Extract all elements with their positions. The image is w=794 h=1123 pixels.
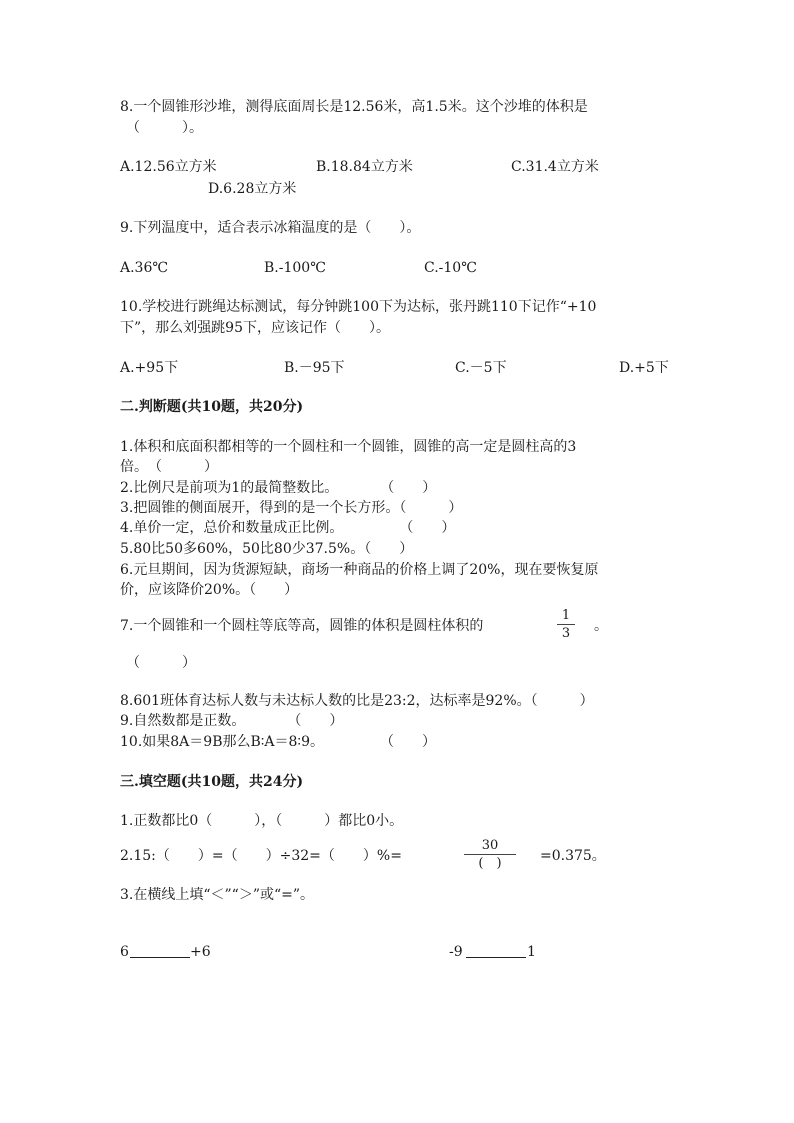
q8-option-c: C.31.4立方米	[511, 159, 599, 175]
judge-item-3: 3.把圆锥的侧面展开，得到的是一个长方形。（ ）	[120, 500, 463, 516]
fraction-denominator: 3	[561, 626, 571, 641]
q8-stem-line2: （ ）。	[126, 120, 203, 136]
q8-stem-line1: 8.一个圆锥形沙堆，测得底面周长是12.56米，高1.5米。这个沙堆的体积是	[120, 99, 588, 115]
compare-right-a: -9	[449, 944, 463, 960]
judge-item-1-line1: 1.体积和底面积都相等的一个圆柱和一个圆锥，圆锥的高一定是圆柱高的3	[120, 439, 577, 455]
judge-item-7-text: 7.一个圆锥和一个圆柱等底等高，圆锥的体积是圆柱体积的	[120, 618, 484, 634]
judge-item-9: 9.自然数都是正数。 （ ）	[120, 713, 344, 729]
q9-stem: 9.下列温度中，适合表示冰箱温度的是（ ）。	[120, 220, 421, 236]
q10-option-d: D.+5下	[619, 360, 669, 376]
judge-item-7-paren: （ ）	[126, 655, 196, 671]
judge-item-1-line2: 倍。 （ ）	[120, 459, 218, 475]
compare-right-b: 1	[527, 944, 536, 960]
fraction-bar	[464, 854, 516, 855]
compare-left-blank[interactable]	[130, 957, 190, 958]
q8-option-a: A.12.56立方米	[120, 159, 217, 175]
fill-item-3: 3.在横线上填“＜”“＞”或“=”。	[120, 887, 315, 903]
fraction-numerator: 30	[481, 838, 499, 853]
judge-item-5: 5.80比50多60%，50比80少37.5%。（ ）	[120, 541, 414, 557]
judge-item-10: 10.如果8A＝9B那么B∶A＝8∶9。 （ ）	[120, 734, 436, 750]
compare-left-a: 6	[120, 944, 129, 960]
judge-item-6-line2: 价，应该降价20%。（ ）	[120, 582, 299, 598]
q8-option-b: B.18.84立方米	[316, 159, 413, 175]
fill-item-2-text: 2.15:（ ）=（ ）÷32=（ ）%=	[120, 848, 402, 864]
judge-item-8: 8.601班体育达标人数与未达标人数的比是23:2，达标率是92%。（ ）	[120, 693, 594, 709]
q10-option-a: A.+95下	[120, 360, 179, 376]
fraction-numerator: 1	[561, 608, 571, 623]
judge-item-7-fraction	[557, 608, 575, 641]
fill-item-1: 1.正数都比0（ ），（ ）都比0小。	[120, 813, 404, 829]
q10-stem-line2: 下”，那么刘强跳95下，应该记作（ ）。	[120, 320, 390, 336]
judge-item-7-end: 。	[594, 618, 608, 634]
q10-stem-line1: 10.学校进行跳绳达标测试，每分钟跳100下为达标，张丹跳110下记作“+10	[120, 299, 597, 315]
q9-option-c: C.-10℃	[424, 260, 477, 276]
q8-option-d: D.6.28立方米	[208, 181, 297, 197]
judge-item-2: 2.比例尺是前项为1的最简整数比。 （ ）	[120, 480, 437, 496]
fill-item-2-end: =0.375。	[540, 848, 606, 864]
q9-option-b: B.-100℃	[264, 260, 326, 276]
compare-right-blank[interactable]	[466, 957, 526, 958]
judge-item-6-line1: 6.元旦期间，因为货源短缺，商场一种商品的价格上调了20%，现在要恢复原	[120, 562, 599, 578]
fraction-bar	[557, 624, 575, 625]
fraction-denominator: ( )	[478, 856, 502, 871]
section3-title: 三.填空题(共10题，共24分)	[120, 774, 304, 790]
q10-option-b: B.－95下	[284, 360, 345, 376]
q10-option-c: C.－5下	[455, 360, 507, 376]
q9-option-a: A.36℃	[120, 260, 169, 276]
judge-item-4: 4.单价一定，总价和数量成正比例。 （ ）	[120, 520, 456, 536]
section2-title: 二.判断题(共10题，共20分)	[120, 399, 304, 415]
compare-left-b: +6	[190, 944, 211, 960]
fill-item-2-fraction	[464, 838, 516, 871]
